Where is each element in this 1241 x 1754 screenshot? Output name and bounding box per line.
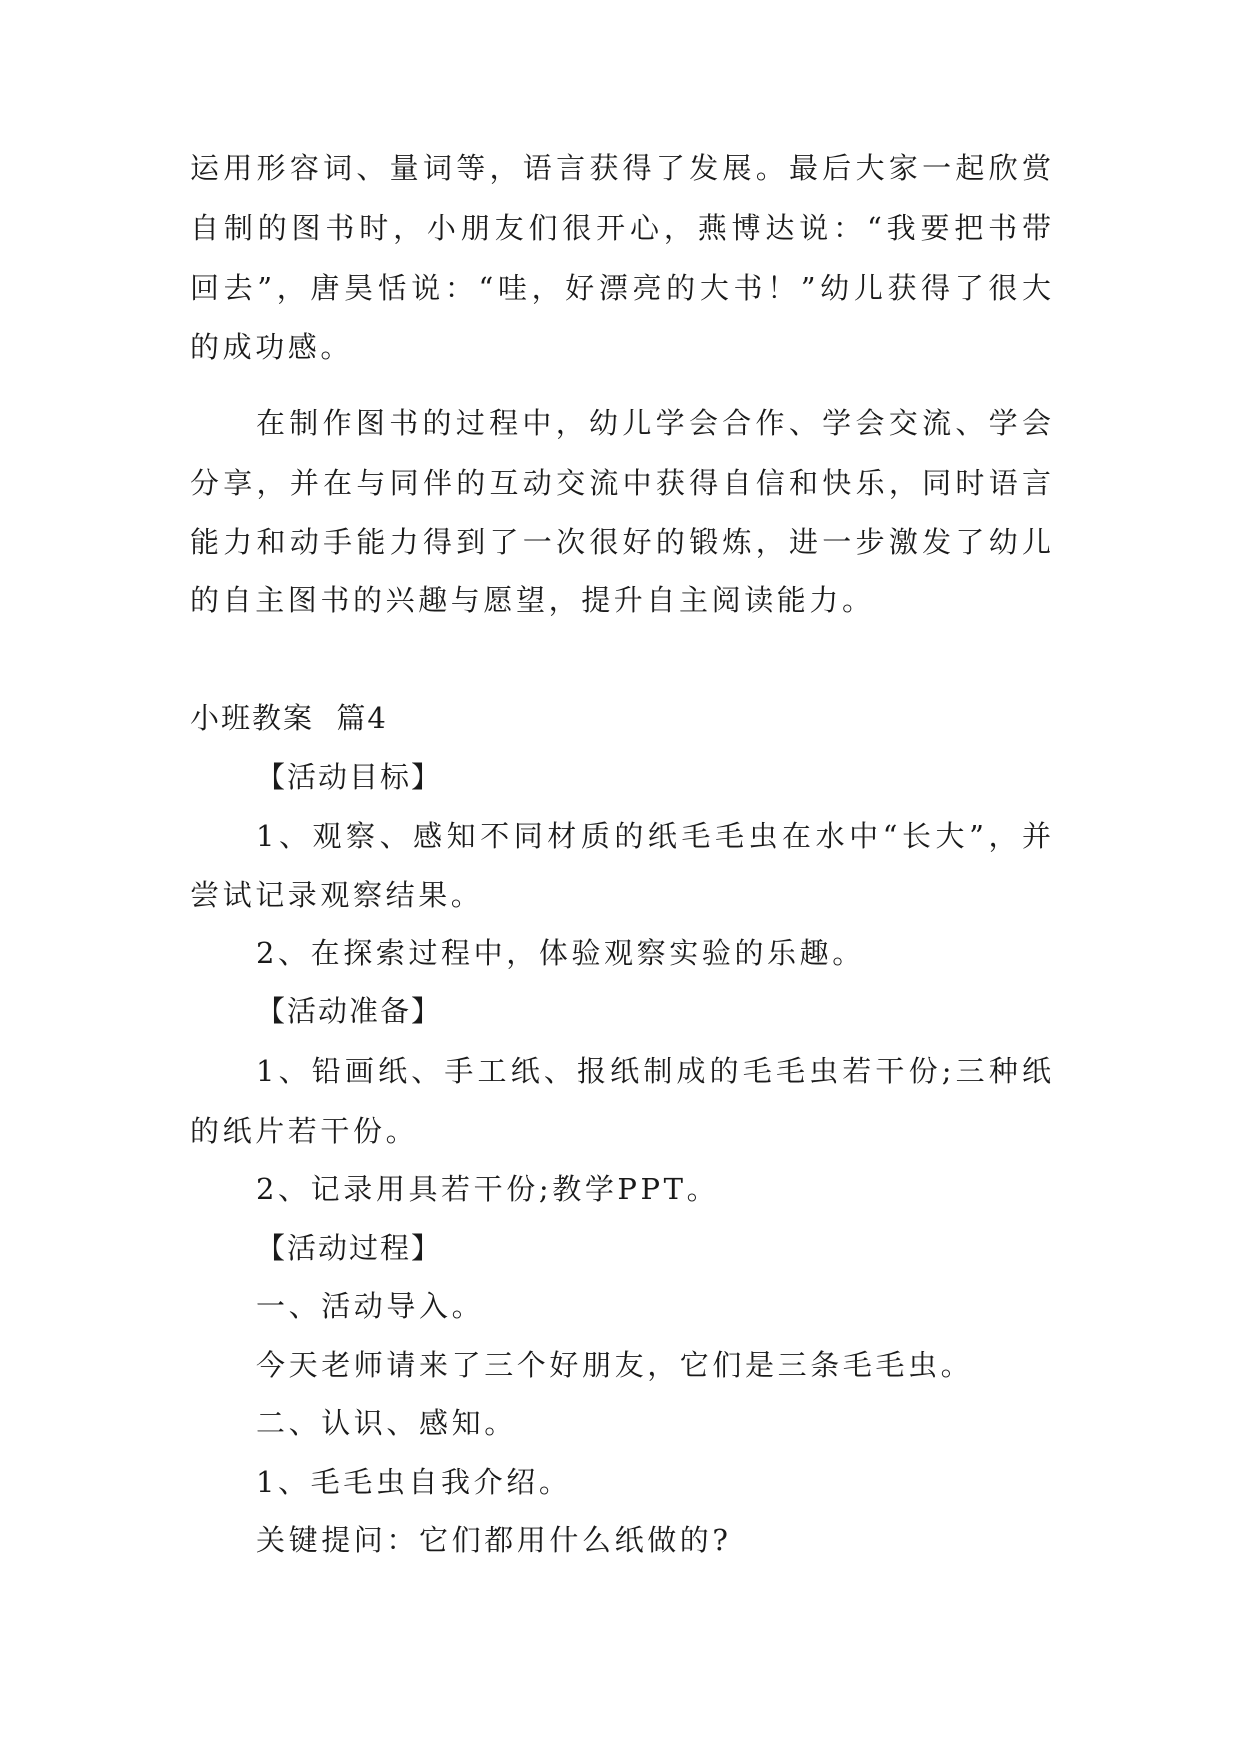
paragraph-line: 的成功感。 xyxy=(190,330,354,364)
process-step: 一、活动导入。 xyxy=(256,1289,485,1323)
process-heading: 【活动过程】 xyxy=(256,1231,443,1265)
paragraph-line: 在制作图书的过程中，幼儿学会合作、学会交流、学会 xyxy=(256,406,1051,440)
process-text: 今天老师请来了三个好朋友，它们是三条毛毛虫。 xyxy=(256,1348,974,1382)
paragraph-line: 分享，并在与同伴的互动交流中获得自信和快乐，同时语言 xyxy=(190,466,1051,500)
process-question: 关键提问：它们都用什么纸做的? xyxy=(256,1523,732,1557)
process-item: 1、毛毛虫自我介绍。 xyxy=(256,1465,572,1499)
paragraph-line: 运用形容词、量词等，语言获得了发展。最后大家一起欣赏 xyxy=(190,151,1051,185)
paragraph-line: 能力和动手能力得到了一次很好的锻炼，进一步激发了幼儿 xyxy=(190,525,1051,559)
process-step: 二、认识、感知。 xyxy=(256,1406,517,1440)
goal-item-continued: 尝试记录观察结果。 xyxy=(190,878,484,912)
prep-item: 2、记录用具若干份;教学PPT。 xyxy=(256,1172,720,1206)
paragraph-line: 的自主图书的兴趣与愿望，提升自主阅读能力。 xyxy=(190,583,875,617)
goal-item: 1、观察、感知不同材质的纸毛毛虫在水中“长大”，并 xyxy=(256,819,1051,853)
goal-heading: 【活动目标】 xyxy=(256,760,443,794)
section-title: 小班教案 篇4 xyxy=(190,701,388,735)
goal-item: 2、在探索过程中，体验观察实验的乐趣。 xyxy=(256,936,865,970)
prep-item-continued: 的纸片若干份。 xyxy=(190,1114,419,1148)
prep-item: 1、铅画纸、手工纸、报纸制成的毛毛虫若干份;三种纸 xyxy=(256,1054,1051,1088)
prep-heading: 【活动准备】 xyxy=(256,994,443,1028)
paragraph-line: 回去”，唐昊恬说：“哇，好漂亮的大书！”幼儿获得了很大 xyxy=(190,271,1051,305)
paragraph-line: 自制的图书时，小朋友们很开心，燕博达说：“我要把书带 xyxy=(190,211,1051,245)
